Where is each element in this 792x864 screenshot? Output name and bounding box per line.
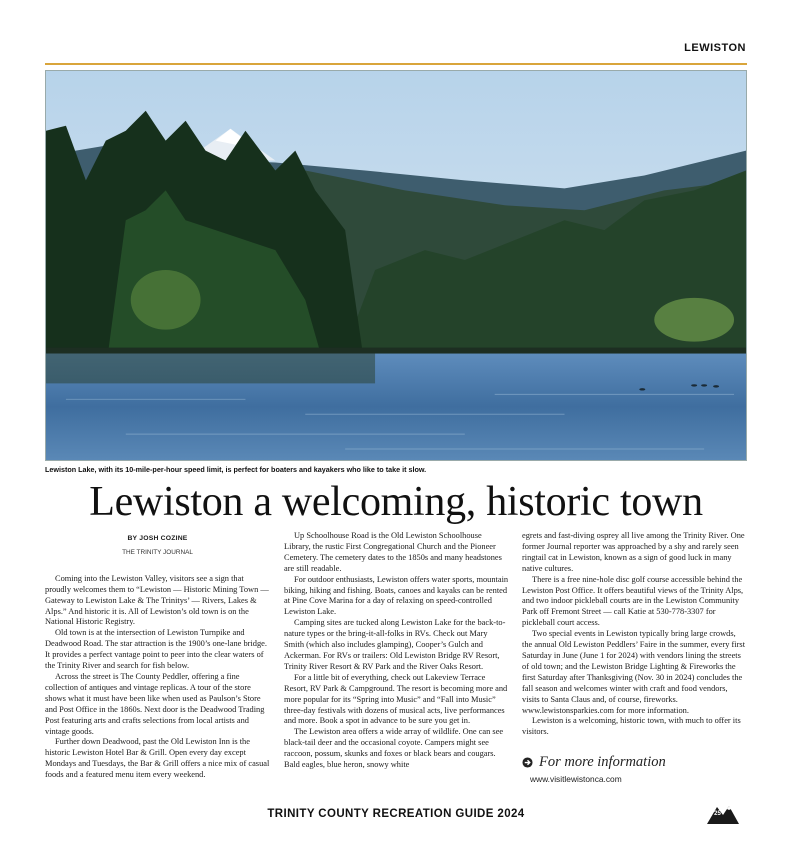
byline: BY JOSH COZINE xyxy=(127,535,188,542)
article-paragraph: The Lewiston area offers a wide array of wildlife. One can see black-tail deer and the occasional coyote. Campers might see raccoon, possum, skunks and foxes or black bears and cougars. Bald eagles, blue heron, snowy white xyxy=(284,727,504,770)
page-number: 25 xyxy=(714,811,721,817)
section-label: LEWISTON xyxy=(684,42,746,54)
article-column-2 xyxy=(284,531,509,771)
article-paragraph: Two special events in Lewiston typically bring large crowds, the annual Old Lewiston Peddlers’ Faire in the summer, every first Saturday in June (June 1 for 2024) with vendors lining the streets of old town; and the Lewiston Bridge Lighting & Fireworks the first Saturday after Thanksgiving (Nov. 30 in 2024) concludes the fall season and welcomes winter with craft and food vendors, visits to Santa Claus and, of course, fireworks. www.lewistonsparkies.com for more information. xyxy=(522,629,746,715)
arrow-right-circle-icon xyxy=(522,757,533,768)
lake-photo-illustration xyxy=(46,71,746,460)
article-paragraph: Across the street is The County Peddler, offering a fine collection of antiques and vintage replicas. A tour of the store shows what it must have been like when used as Paulson’s Store and Post Office in the 1860s. Next door is the Deadwood Trading Post featuring arts and crafts selections from local artists and vintage goods. xyxy=(45,671,265,736)
article-paragraph: Coming into the Lewiston Valley, visitors see a sign that proudly welcomes them to “Lewiston — Historic Mining Town — Gateway to Lewiston Lake & The Trinitys’ — Rivers, Lakes & Alps.” And historic it is. All of Lewiston’s old town is on the National Historic Registry. xyxy=(45,573,269,627)
article-headline: Lewiston a welcoming, historic town xyxy=(89,479,703,525)
article-paragraph: For a little bit of everything, check out Lakeview Terrace Resort, RV Park & Campground. The resort is becoming more and more popular for its “Spring into Music” and “Fall into Music” three-day festivals with dozens of musical acts, live performances and more. Book a spot in advance to be sure you get in. xyxy=(284,672,508,726)
article-paragraph-continued: egrets and fast-diving osprey all live among the Trinity River. One former Journal reporter was approached by a shy and rarely seen ringtail cat in Lewiston, known as a sign of good luck in many native cultures. xyxy=(522,531,745,573)
article-column-1 xyxy=(45,531,270,781)
article-paragraph: Lewiston is a welcoming, historic town, with much to offer its visitors. xyxy=(522,716,741,737)
article-paragraph: Up Schoolhouse Road is the Old Lewiston Schoolhouse Library, the rustic First Congregational Church and the Pioneer Cemetery. The cemetery dates to the 1850s and many headstones are still readable. xyxy=(284,531,502,573)
article-paragraph: Old town is at the intersection of Lewiston Turnpike and Deadwood Road. The star attraction is the 1900’s one-lane bridge. It provides a perfect vantage point to peer into the clear waters of the Trinity River and search for fish below. xyxy=(45,628,267,671)
photo-caption: Lewiston Lake, with its 10-mile-per-hour speed limit, is perfect for boaters and kayakers who like to take it slow. xyxy=(45,465,427,474)
article-column-3 xyxy=(522,531,747,785)
byline-affiliation: THE TRINITY JOURNAL xyxy=(122,548,193,556)
footer-title: TRINITY COUNTY RECREATION GUIDE 2024 xyxy=(267,808,525,820)
header-rule xyxy=(45,63,747,65)
more-info-title: For more information xyxy=(539,754,666,771)
more-info-url[interactable]: www.visitlewistonca.com xyxy=(530,774,622,785)
article-paragraph: Further down Deadwood, past the Old Lewiston Inn is the historic Lewiston Hotel Bar & Grill. Open every day except Mondays and Tuesdays, the Bar & Grill offers a nice mix of casual foods and a featured menu item every weekend. xyxy=(45,737,270,780)
more-info-block xyxy=(522,754,747,785)
more-info-heading xyxy=(522,754,747,771)
article-paragraph: There is a free nine-hole disc golf course accessible behind the Lewiston Post Office. It offers beautiful views of the Trinity Alps, and two indoor pickleball courts are in the Lewiston Community Park off Fremont Street — call Katie at 530-778-3307 for pickleball court access. xyxy=(522,574,744,628)
article-paragraph: For outdoor enthusiasts, Lewiston offers water sports, mountain biking, hiking and fishing. Boats, canoes and kayaks can be rented at Pine Cove Marina for a day of relaxing on speed-controlled Lewiston Lake. xyxy=(284,574,509,617)
article-paragraph: Camping sites are tucked along Lewiston Lake for the back-to-nature types or the bring-it-all-folks in RVs. Check out Mary Smith (which also includes glamping), Cooper’s Gulch and Ackerman. For RVs or trailers: Old Lewiston Bridge RV Resort, Trinity River Resort & RV Park and the River Oaks Resort. xyxy=(284,618,506,671)
lake-photo xyxy=(45,70,747,461)
